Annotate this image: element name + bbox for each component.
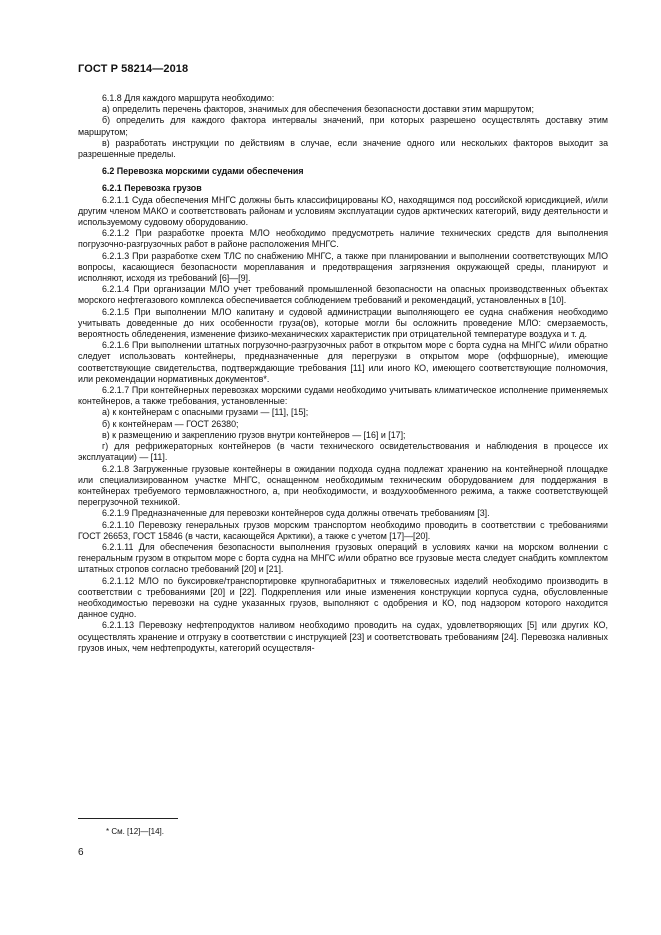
- clause-6-2-1-9: 6.2.1.9 Предназначенные для перевозки контейнеров суда должны отвечать требованиям [3].: [102, 508, 490, 519]
- footnote-separator: [78, 818, 178, 819]
- clause-6-2-1-4: 6.2.1.4 При организации МЛО учет требований промышленной безопасности на опасных производственных объектах морского нефтегазового комплекса обеспечивается соблюдением требований и рекомендаций, установленных в [10].: [78, 284, 608, 306]
- clause-6-1-8-item-c: в) разработать инструкции по действиям в случае, если значение одного или нескольких факторов выходит за разрешенные пределы.: [78, 137, 608, 160]
- footnote: * См. [12]—[14].: [106, 827, 164, 836]
- clause-6-2-1-7-item-a: а) к контейнерам с опасными грузами — [11], [15];: [102, 407, 309, 418]
- clause-6-2-1-11: 6.2.1.11 Для обеспечения безопасности выполнения грузовых операций в условиях качки на морском волнении с генеральным грузом в открытом море с борта судна на МНГС и/или обратно все грузовые места следует снабдить комплектом штатных стропов согласно требований [20] и [21].: [78, 541, 608, 575]
- clause-6-2-1-5: 6.2.1.5 При выполнении МЛО капитану и судовой администрации выполняющего ее судна снабжения необходимо учитывать доведенные до них особенности груза(ов), которые могли бы осложнить проведение МЛО: смерзаемость, вероятность обледенения, изменение физико-механических характеристик при отрицательной температуре воздуха и т. д.: [78, 306, 608, 340]
- clause-6-2-1-1: 6.2.1.1 Суда обеспечения МНГС должны быть классифицированы КО, находящимся под российской юрисдикцией, и/или другим членом МАКО и соответствовать районам и условиям эксплуатации судов арктических категорий, виду деятельности и используемому судовому оборудованию.: [78, 194, 608, 228]
- clause-6-1-8-intro: 6.1.8 Для каждого маршрута необходимо:: [102, 93, 275, 103]
- clause-6-2-1-3: 6.2.1.3 При разработке схем ТЛС по снабжению МНГС, а также при планировании и выполнении соответствующих МЛО вопросы, касающиеся безопасности мореплавания и предотвращения загрязнения окружающей среды, планируют и исполняют, исходя из требований [6]—[9].: [78, 250, 608, 284]
- clause-6-2-1-2: 6.2.1.2 При разработке проекта МЛО необходимо предусмотреть наличие технических средств для выполнения погрузочно-разгрузочных работ в районе расположения МНГС.: [78, 228, 608, 250]
- clause-6-2-1-12: 6.2.1.12 МЛО по буксировке/транспортировке крупногабаритных и тяжеловесных изделий необходимо производить в соответствии с требованиями [20] и [22]. Подкрепления или иные изменения конструкции корпуса судна, обусловленные необходимостью перевозки на судне указанных грузов, выполняют с одобрения и КО, под надзором которого находится данное судно.: [78, 575, 608, 620]
- clause-6-1-8-item-b: б) определить для каждого фактора интервалы значений, при которых разрешено осуществлять доставку этим маршрутом;: [78, 115, 608, 137]
- clause-6-2-1-10: 6.2.1.10 Перевозку генеральных грузов морским транспортом необходимо проводить в соответствии с требованиями ГОСТ 26653, ГОСТ 15846 (в части, касающейся Арктики), а также с учетом [17]—[20].: [78, 519, 608, 541]
- clause-6-2-1-8: 6.2.1.8 Загруженные грузовые контейнеры в ожидании подхода судна подлежат хранению на контейнерной площадке или специализированном участке МНГС, оснащенном необходимым техническим оборудованием для поддержания в контейнерах требуемого термовлажностного, а, при необходимости, и воздухообменного режима, а также соответствующей перегрузочной техникой.: [78, 463, 608, 508]
- document-body: [78, 93, 608, 654]
- section-heading-6-2: 6.2 Перевозка морскими судами обеспечения: [102, 166, 304, 177]
- standard-header: ГОСТ Р 58214—2018: [78, 63, 189, 75]
- clause-6-2-1-7-intro: 6.2.1.7 При контейнерных перевозках морскими судами необходимо учитывать климатическое исполнение применяемых контейнеров, а также требования, установленные:: [78, 385, 608, 407]
- subsection-heading-6-2-1: 6.2.1 Перевозка грузов: [102, 183, 202, 194]
- clause-6-2-1-6: 6.2.1.6 При выполнении штатных погрузочно-разгрузочных работ в открытом море с борта судна на МНГС и/или обратно следует использовать контейнеры, предназначенные для перегрузки в открытом море (оффшорные), имеющие соответствующие свидетельства, подтверждающие требования [11] или иного КО, имеющего соответствующие полномочия, или рекомендации нормативных документов*.: [78, 340, 608, 384]
- clause-6-2-1-13: 6.2.1.13 Перевозку нефтепродуктов наливом необходимо проводить на судах, удовлетворяющих [5] или других КО, осуществлять хранение и отгрузку в соответствии с инструкцией [23] и соответствовать требованиям [24]. Перевозка наливных грузов иных, чем нефтепродукты, категорий осуществля-: [78, 620, 608, 653]
- clause-6-2-1-7-item-c: в) к размещению и закреплению грузов внутри контейнеров — [16] и [17];: [102, 429, 406, 440]
- page-number: 6: [78, 847, 84, 858]
- clause-6-2-1-7-item-b: б) к контейнерам — ГОСТ 26380;: [102, 418, 239, 429]
- clause-6-1-8-item-a: а) определить перечень факторов, значимых для обеспечения безопасности доставки этим маршрутом;: [102, 104, 534, 115]
- clause-6-2-1-7-item-d: г) для рефрижераторных контейнеров (в части технического освидетельствования и наблюдения в процессе их эксплуатации) — [11].: [78, 441, 608, 463]
